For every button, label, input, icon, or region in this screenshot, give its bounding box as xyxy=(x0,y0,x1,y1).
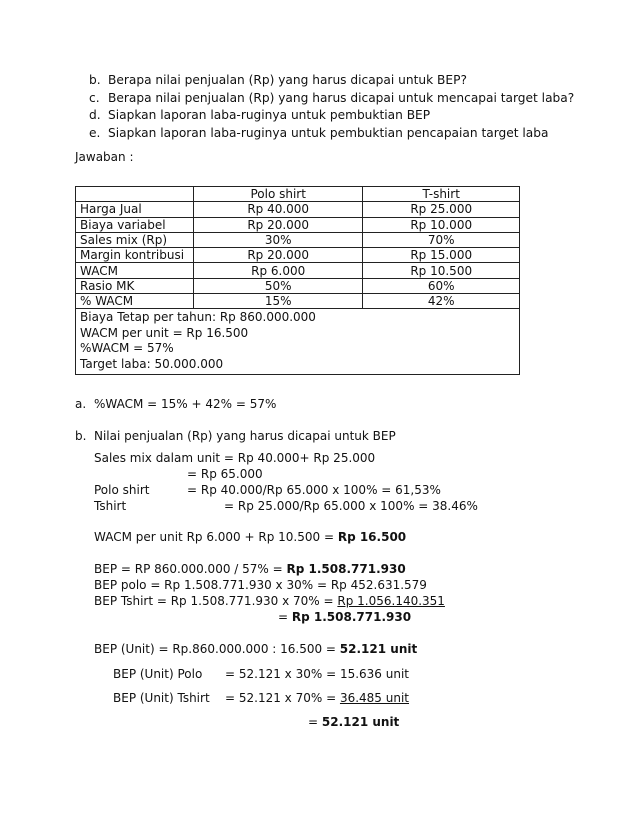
table-row xyxy=(76,248,520,263)
bep-calc: BEP = RP 860.000.000 / 57% = xyxy=(94,562,287,576)
bep-unit-tshirt-prefix: = 52.121 x 70% = xyxy=(225,691,340,705)
bep-unit-total-line xyxy=(308,715,399,730)
table-row xyxy=(76,278,520,293)
answer-marker: b. xyxy=(75,429,87,443)
table-cell: Rp 10.500 xyxy=(363,263,520,278)
note-fixed-cost: Biaya Tetap per tahun: Rp 860.000.000 xyxy=(80,310,316,325)
table-cell: Rasio MK xyxy=(76,278,194,293)
table-row xyxy=(76,217,520,232)
question-d xyxy=(89,108,431,123)
table-cell: Harga Jual xyxy=(76,202,194,217)
bep-total-prefix: = xyxy=(278,610,292,624)
table-cell: Rp 20.000 xyxy=(193,217,362,232)
bep-line xyxy=(94,562,406,577)
bep-tshirt-calc: BEP Tshirt = Rp 1.508.771.930 x 70% = xyxy=(94,594,338,608)
bep-unit-calc: BEP (Unit) = Rp.860.000.000 : 16.500 = xyxy=(94,642,340,656)
table-row xyxy=(76,232,520,247)
tshirt-calc: = Rp 25.000/Rp 65.000 x 100% = 38.46% xyxy=(224,499,478,513)
sales-mix-line: Sales mix dalam unit = Rp 40.000+ Rp 25.000 xyxy=(94,451,376,465)
question-c xyxy=(89,90,575,106)
question-text: Siapkan laporan laba-ruginya untuk pembuktian pencapaian target laba xyxy=(108,125,549,140)
wacm-result: Rp 16.500 xyxy=(337,530,407,544)
table-cell: 50% xyxy=(193,278,362,293)
question-b xyxy=(89,73,467,88)
table-cell: Sales mix (Rp) xyxy=(76,232,194,247)
note-target-profit: Target laba: 50.000.000 xyxy=(80,356,224,371)
table-notes-cell xyxy=(76,309,520,375)
answer-label: Jawaban : xyxy=(75,150,134,164)
question-marker: c. xyxy=(89,90,100,105)
bep-unit-total: 52.121 unit xyxy=(321,715,400,729)
question-text: Siapkan laporan laba-ruginya untuk pembuktian BEP xyxy=(108,108,431,122)
table-cell: Rp 25.000 xyxy=(363,202,520,217)
bep-tshirt-line xyxy=(94,594,445,609)
bep-total: Rp 1.508.771.930 xyxy=(291,610,412,624)
table-row xyxy=(76,294,520,309)
question-e xyxy=(89,125,549,141)
answer-marker: a. xyxy=(75,397,87,411)
tshirt-label: Tshirt xyxy=(94,499,127,513)
table-cell: Rp 15.000 xyxy=(363,248,520,263)
bep-total-line xyxy=(278,610,411,625)
question-text: Berapa nilai penjualan (Rp) yang harus dicapai untuk BEP? xyxy=(108,73,467,87)
question-marker: b. xyxy=(89,73,101,87)
data-table xyxy=(75,186,520,375)
question-marker: d. xyxy=(89,108,101,122)
table-cell: 60% xyxy=(363,278,520,293)
table-cell: Margin kontribusi xyxy=(76,248,194,263)
table-cell: 30% xyxy=(193,232,362,247)
table-notes-row xyxy=(76,309,520,375)
answer-a xyxy=(75,397,277,412)
table-cell: Biaya variabel xyxy=(76,217,194,232)
polo-calc: = Rp 40.000/Rp 65.000 x 100% = 61,53% xyxy=(187,483,441,497)
table-cell: Rp 6.000 xyxy=(193,263,362,278)
answer-b-title xyxy=(75,429,396,444)
table-header-row xyxy=(76,187,520,202)
table-header-cell xyxy=(76,187,194,202)
wacm-line xyxy=(94,530,406,545)
bep-unit-tshirt-label: BEP (Unit) Tshirt xyxy=(113,691,210,705)
table-cell: % WACM xyxy=(76,294,194,309)
bep-unit-polo-label: BEP (Unit) Polo xyxy=(113,667,203,681)
table-row xyxy=(76,202,520,217)
bep-tshirt-result: Rp 1.056.140.351 xyxy=(337,594,445,608)
table-header-cell: T-shirt xyxy=(363,187,520,202)
table-row xyxy=(76,263,520,278)
bep-unit-tshirt-result: 36.485 unit xyxy=(339,691,410,705)
table-header-cell: Polo shirt xyxy=(193,187,362,202)
bep-unit-polo-calc: = 52.121 x 30% = 15.636 unit xyxy=(225,667,409,681)
bep-unit-line xyxy=(94,642,417,657)
table-cell: Rp 10.000 xyxy=(363,217,520,232)
table-cell: 15% xyxy=(193,294,362,309)
wacm-calc: WACM per unit Rp 6.000 + Rp 10.500 = xyxy=(94,530,338,544)
table-cell: WACM xyxy=(76,263,194,278)
sales-mix-result: = Rp 65.000 xyxy=(187,467,263,481)
answer-a-text: %WACM = 15% + 42% = 57% xyxy=(94,397,277,411)
bep-polo-line: BEP polo = Rp 1.508.771.930 x 30% = Rp 452.631.579 xyxy=(94,578,427,592)
table-cell: 70% xyxy=(363,232,520,247)
table-cell: Rp 20.000 xyxy=(193,248,362,263)
question-text: Berapa nilai penjualan (Rp) yang harus dicapai untuk mencapai target laba? xyxy=(108,90,575,105)
table-cell: Rp 40.000 xyxy=(193,202,362,217)
table-cell: 42% xyxy=(363,294,520,309)
bep-unit-total-prefix: = xyxy=(308,715,322,729)
question-marker: e. xyxy=(89,125,101,140)
answer-b-title-text: Nilai penjualan (Rp) yang harus dicapai untuk BEP xyxy=(94,429,396,443)
note-wacm-unit: WACM per unit = Rp 16.500 xyxy=(80,325,249,340)
bep-unit-tshirt-calc xyxy=(225,691,409,706)
bep-result: Rp 1.508.771.930 xyxy=(286,562,406,576)
polo-label: Polo shirt xyxy=(94,483,150,497)
bep-unit-result: 52.121 unit xyxy=(339,642,418,656)
note-wacm-percent: %WACM = 57% xyxy=(80,341,174,356)
